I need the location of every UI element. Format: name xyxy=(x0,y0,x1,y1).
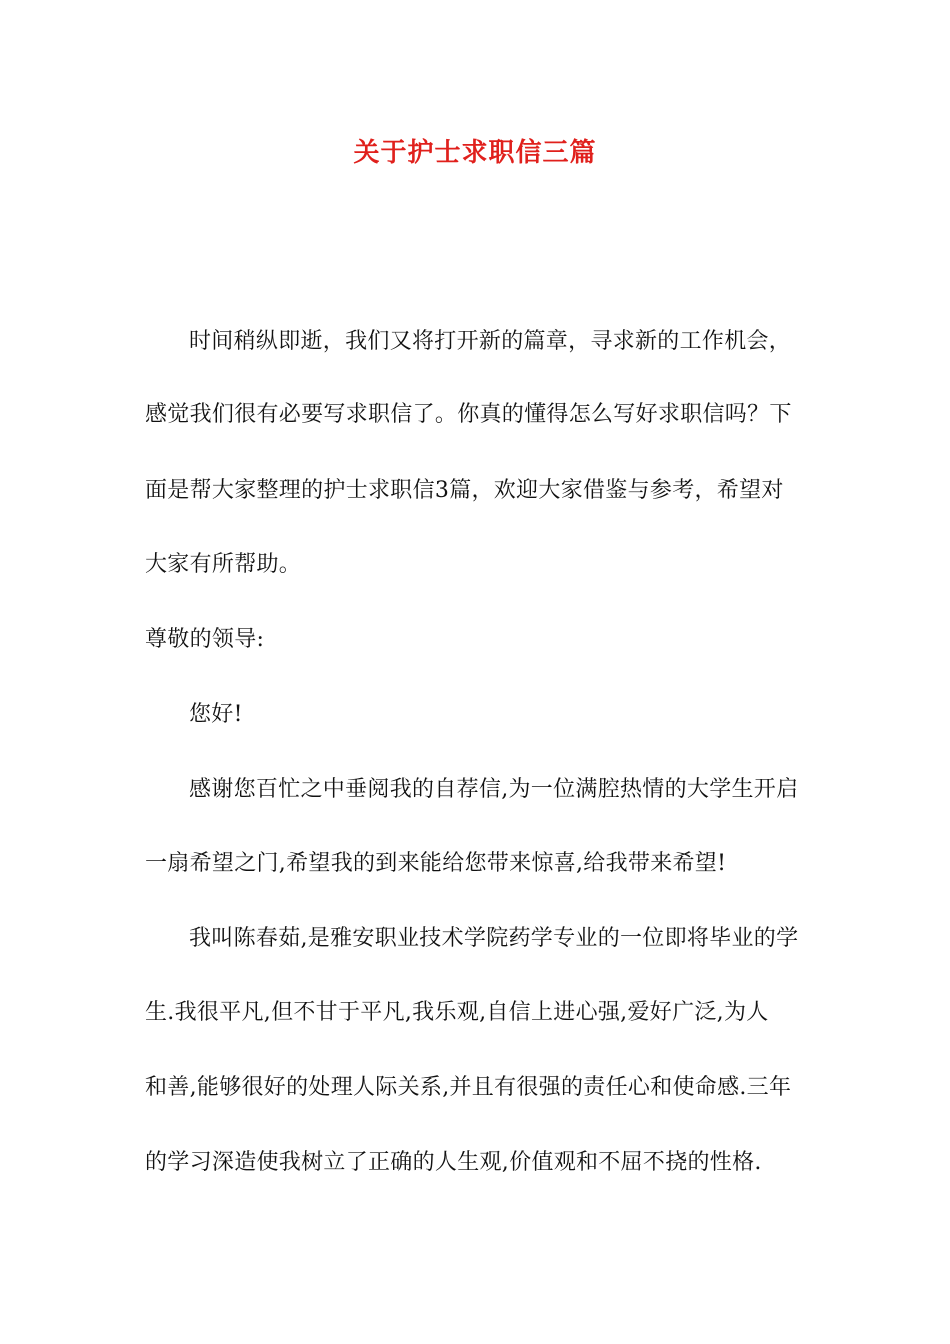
intro-line-3: 面是帮大家整理的护士求职信3篇，欢迎大家借鉴与参考，希望对 xyxy=(145,478,784,503)
body-line-6: 的学习深造使我树立了正确的人生观,价值观和不屈不挠的性格. xyxy=(145,1150,762,1175)
salutation: 尊敬的领导: xyxy=(145,627,265,652)
document-title: 关于护士求职信三篇 xyxy=(353,138,597,168)
body-line-4: 生.我很平凡,但不甘于平凡,我乐观,自信上进心强,爱好广泛,为人 xyxy=(145,1000,769,1025)
intro-line-1: 时间稍纵即逝，我们又将打开新的篇章，寻求新的工作机会， xyxy=(189,329,792,354)
body-line-1: 感谢您百忙之中垂阅我的自荐信,为一位满腔热情的大学生开启 xyxy=(189,777,799,802)
intro-line-2: 感觉我们很有必要写求职信了。你真的懂得怎么写好求职信吗？下 xyxy=(145,402,792,427)
body-line-2: 一扇希望之门,希望我的到来能给您带来惊喜,给我带来希望! xyxy=(145,851,727,876)
body-line-3: 我叫陈春茹,是雅安职业技术学院药学专业的一位即将毕业的学 xyxy=(189,926,799,951)
greeting: 您好! xyxy=(189,702,243,727)
intro-line-4: 大家有所帮助。 xyxy=(145,552,302,577)
body-line-5: 和善,能够很好的处理人际关系,并且有很强的责任心和使命感.三年 xyxy=(145,1075,792,1100)
